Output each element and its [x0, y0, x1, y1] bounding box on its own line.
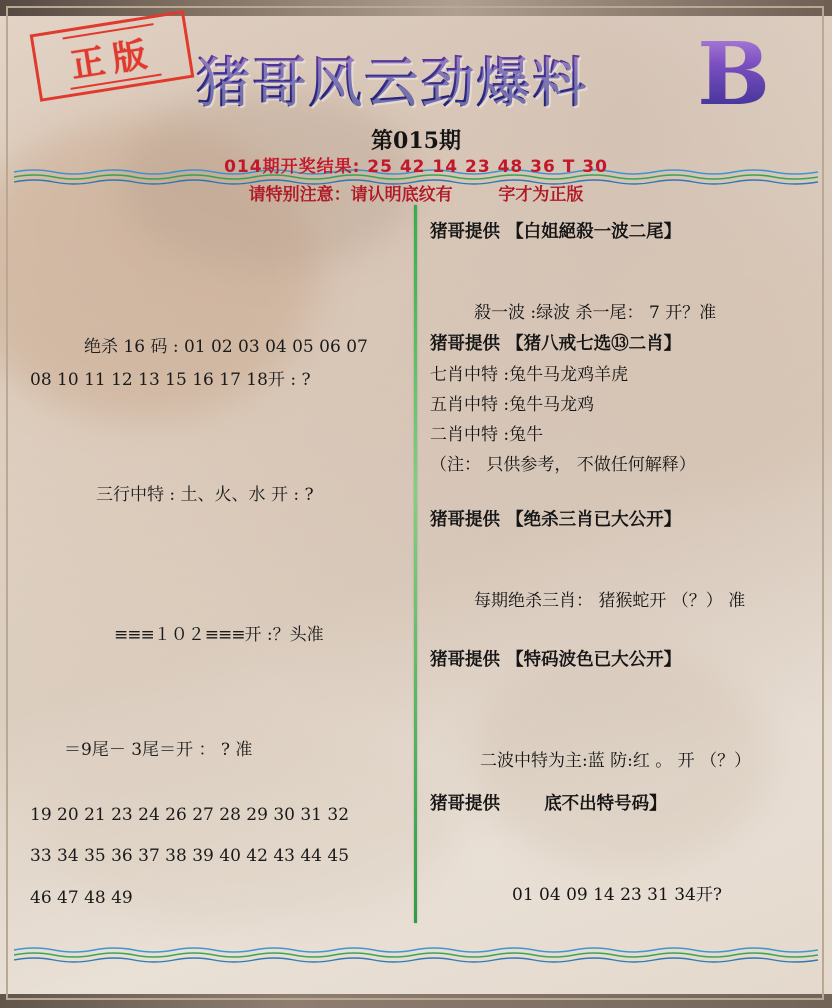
section-heading-kill-three-zodiac: 猪哥提供 【绝杀三肖已大公开】 — [430, 510, 682, 530]
section-heading-color-wave: 猪哥提供 【特码波色已大公开】 — [430, 650, 682, 670]
number-list-row-3: 46 47 48 49 — [30, 888, 133, 908]
section-heading-seven-zodiac: 猪哥提供 【猪八戒七选⑬二肖】 — [430, 334, 682, 354]
color-wave-detail: 二波中特为主:蓝 防:红 。 开 （？） — [480, 751, 752, 771]
authenticity-stamp — [30, 10, 195, 102]
section-heading-wave-tail: 猪哥提供 【白姐絕殺一波二尾】 — [430, 222, 682, 242]
bars-numbers: １０２ — [153, 625, 205, 645]
previous-result: 014期开奖结果: 25 42 14 23 48 36 T 30 — [224, 157, 608, 177]
right-column — [422, 208, 820, 922]
wave-divider-bottom-icon — [14, 946, 818, 964]
five-zodiac-line: 五肖中特 :兔牛马龙鸡 — [430, 395, 595, 415]
number-list-row-2: 33 34 35 36 37 38 39 40 42 43 44 45 — [30, 846, 350, 866]
top-decorative-strip — [0, 0, 832, 16]
bottom-decorative-strip — [0, 994, 832, 1008]
two-zodiac-line: 二肖中特 :兔牛 — [430, 425, 544, 445]
no-special-numbers: 01 04 09 14 23 31 34开? — [512, 885, 722, 905]
bars-left-icon: ≡≡≡ — [114, 625, 154, 645]
notice-text-part2: 字才为正版 — [498, 185, 584, 205]
left-column — [16, 210, 408, 922]
bars-tail: 开 :？头准 — [244, 625, 324, 645]
page-title: 猪哥风云劲爆料 — [196, 40, 588, 117]
notice-text-part1: 请特别注意：请认明底纹有 — [248, 185, 453, 205]
issue-number: 第015期 — [371, 128, 461, 154]
no-special-provider: 猪哥提供 — [430, 794, 500, 814]
authenticity-notice — [0, 180, 832, 205]
bars-right-icon: ≡≡≡ — [204, 625, 245, 645]
bars-tip — [114, 620, 324, 645]
section-heading-no-special — [430, 790, 667, 815]
number-list-row-1: 19 20 21 23 24 26 27 28 29 30 31 32 — [30, 805, 350, 825]
kill-16-codes-line1: 绝杀 16 码 : 01 02 03 04 05 06 07 — [84, 337, 368, 357]
disclaimer-note: （注： 只供参考， 不做任何解释） — [430, 455, 696, 475]
kill-three-zodiac-detail: 每期绝杀三肖： 猪猴蛇开 （？） 准 — [474, 591, 746, 611]
edition-letter: B — [697, 24, 770, 125]
three-rows-tip: 三行中特 : 土、火、水 开 : ? — [96, 485, 314, 505]
column-divider — [414, 205, 417, 923]
tail-numbers-tip: ＝9尾－ 3尾＝开 ： ? 准 — [64, 740, 253, 760]
wave-tail-detail: 殺一波 :绿波 杀一尾： 7 开？准 — [474, 303, 717, 323]
seven-zodiac-line: 七肖中特 :兔牛马龙鸡羊虎 — [430, 365, 629, 385]
kill-16-codes-line2: 08 10 11 12 13 15 16 17 18开 : ? — [30, 370, 311, 390]
stamp-label: 正版 — [62, 23, 161, 90]
no-special-label: 底不出特号码】 — [544, 794, 667, 814]
